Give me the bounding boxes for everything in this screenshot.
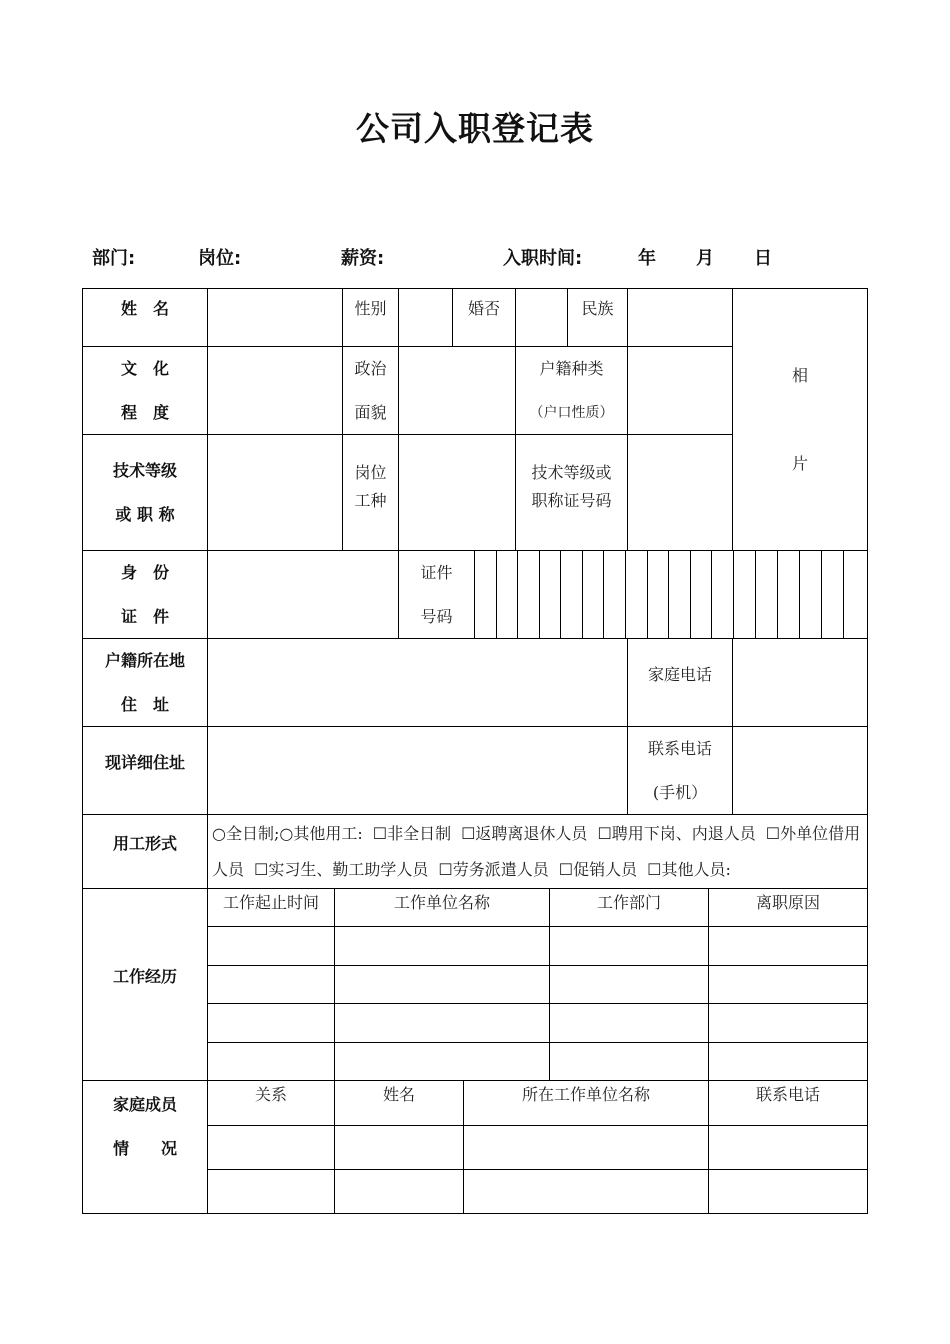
- id-number-label: 证件 号码: [420, 562, 453, 626]
- cert-number-label: 技术等级或 职称证号码: [531, 463, 612, 510]
- ethnicity-label: 民族: [581, 299, 614, 319]
- employment-option[interactable]: ☐劳务派遣人员: [438, 860, 549, 879]
- department-label: 部门:: [92, 248, 136, 269]
- work-col-leave-reason: 离职原因: [755, 893, 820, 913]
- employment-type-label: 用工形式: [112, 834, 177, 854]
- current-address-label: 现详细住址: [104, 753, 185, 773]
- employment-option[interactable]: ☐非全日制: [372, 824, 452, 843]
- employment-option[interactable]: ☐返聘离退休人员: [461, 824, 588, 843]
- gender-label: 性别: [354, 299, 387, 319]
- family-label: 家庭成员 情 况: [112, 1095, 177, 1158]
- work-col-company: 工作单位名称: [393, 893, 490, 913]
- family-col-workplace: 所在工作单位名称: [521, 1085, 650, 1105]
- education-label: 文 化 程 度: [120, 358, 169, 422]
- employment-option[interactable]: ○全日制;○其他用工:: [212, 824, 363, 843]
- hukou-type-label: 户籍种类 （户口性质）: [529, 358, 614, 421]
- name-label: 姓 名: [120, 299, 169, 319]
- political-label: 政治 面貌: [354, 358, 387, 422]
- photo-area: 相 片: [791, 365, 808, 473]
- hukou-address-label: 户籍所在地 住 址: [104, 650, 185, 714]
- salary-label: 薪资:: [341, 248, 385, 269]
- work-col-department: 工作部门: [596, 893, 661, 913]
- employment-option[interactable]: ☐其他人员:: [647, 860, 731, 879]
- marital-label: 婚否: [467, 299, 500, 319]
- year-label: 年: [638, 248, 656, 269]
- id-document-label: 身 份 证 件: [120, 562, 169, 626]
- work-col-period: 工作起止时间: [222, 893, 319, 913]
- work-history-label: 工作经历: [112, 967, 177, 987]
- employment-option[interactable]: ☐实习生、勤工助学人员: [254, 860, 429, 879]
- family-col-phone: 联系电话: [755, 1085, 820, 1105]
- form-title: 公司入职登记表: [356, 109, 594, 148]
- home-phone-label: 家庭电话: [647, 665, 712, 685]
- position-label: 岗位:: [198, 248, 242, 269]
- employment-option[interactable]: ☐聘用下岗、内退人员: [597, 824, 756, 843]
- family-col-relation: 关系: [254, 1085, 287, 1105]
- post-type-label: 岗位 工种: [354, 463, 387, 510]
- employment-option[interactable]: ☐外单位借用人员: [212, 824, 861, 879]
- employment-option[interactable]: ☐促销人员: [558, 860, 638, 879]
- contact-phone-label: 联系电话 (手机）: [647, 738, 712, 802]
- entry-time-label: 入职时间:: [503, 248, 583, 269]
- month-label: 月: [696, 248, 714, 269]
- day-label: 日: [754, 248, 772, 269]
- family-col-name: 姓名: [382, 1085, 415, 1105]
- tech-level-label: 技术等级 或 职 称: [112, 460, 177, 524]
- employment-options: [212, 816, 862, 888]
